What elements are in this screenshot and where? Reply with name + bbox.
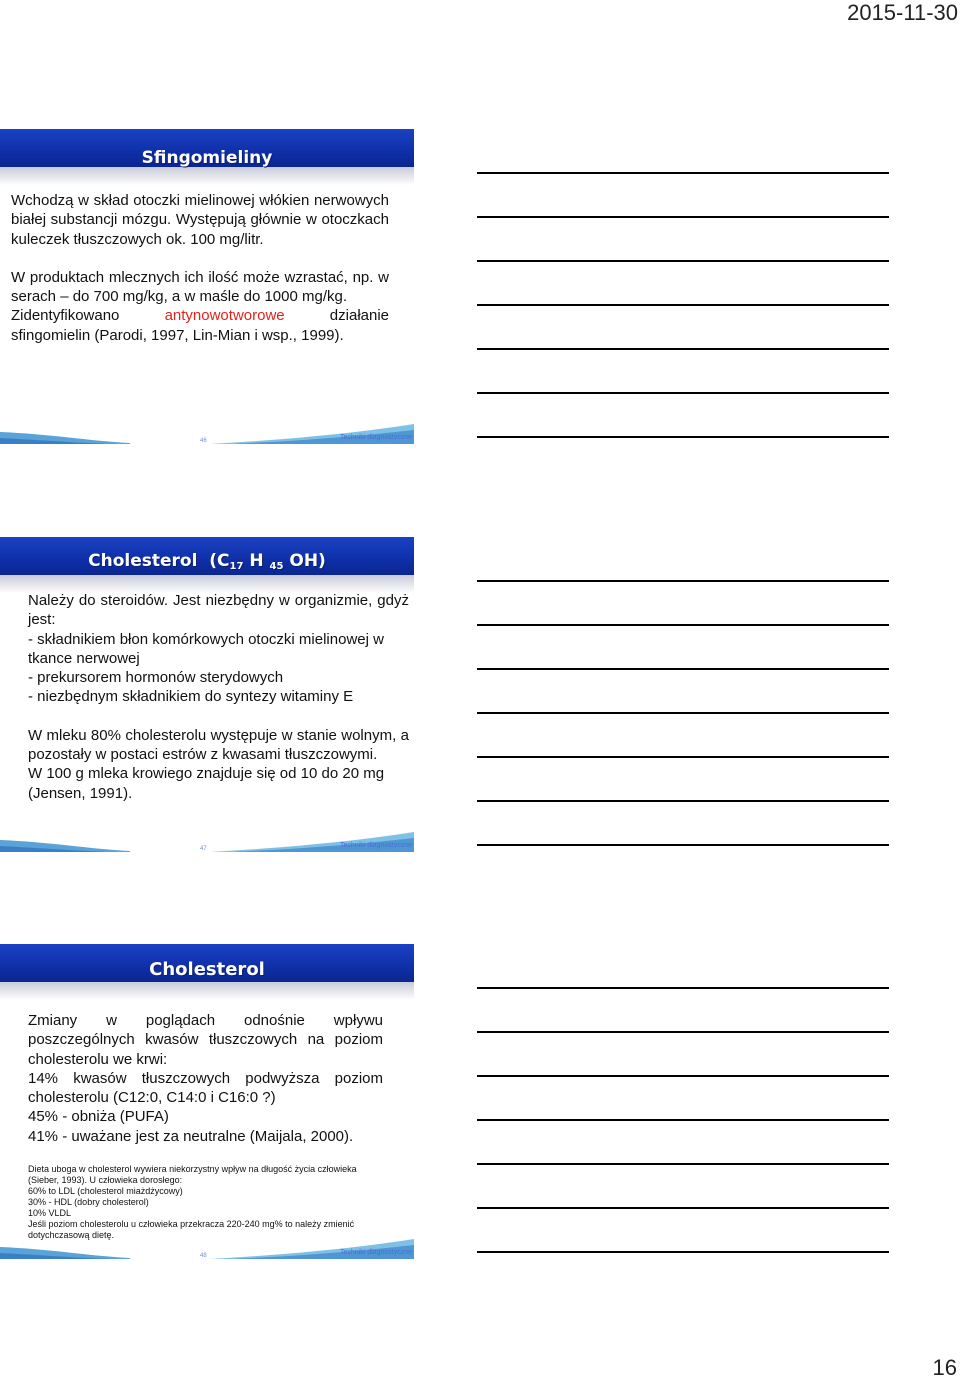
note-block xyxy=(28,1164,373,1241)
list-item: - składnikiem błon komórkowych otoczki mielinowej w tkance nerwowej xyxy=(28,630,384,667)
paragraph: Wchodzą w skład otoczki mielinowej włókien nerwowych białej substancji mózgu. Występują głównie w otoczkach kuleczek tłuszczowych ok. 100 mg/litr. xyxy=(11,192,389,248)
page-number: 16 xyxy=(932,1355,957,1380)
note-line: 60% to LDL (cholesterol miażdżycowy) xyxy=(28,1186,183,1196)
note-line: Dieta uboga w cholesterol wywiera niekorzystny wpływ na długość życia człowieka (Sieber, 1993). U człowieka dorosłego: xyxy=(28,1164,357,1185)
slide-number: 47 xyxy=(200,846,207,852)
paragraph: W 100 g mleka krowiego znajduje się od 10 do 20 mg (Jensen, 1991). xyxy=(28,765,385,802)
slide-number: 46 xyxy=(200,438,207,444)
paragraph: Zmiany w poglądach odnośnie wpływu poszczególnych kwasów tłuszczowych na poziom cholesterolu we krwi: xyxy=(28,1012,383,1068)
paragraph: Należy do steroidów. Jest niezbędny w organizmie, gdyż jest: xyxy=(28,592,409,629)
paragraph: 14% kwasów tłuszczowych podwyższa poziom cholesterolu (C12:0, C14:0 i C16:0 ?) xyxy=(28,1069,383,1107)
slide-body xyxy=(28,591,409,803)
slide-title: Cholesterol ($C_{17}$ H $_{45}$ OH) xyxy=(88,551,326,572)
footer-label: Techniki diagnostyczne xyxy=(340,842,412,849)
slide-title: Sfingomieliny xyxy=(141,148,273,168)
paragraph: W produktach mlecznych ich ilość może wzrastać, np. w serach – do 700 mg/kg, a w maśle do 1000 mg/kg. xyxy=(11,268,389,306)
slide-number: 48 xyxy=(200,1253,207,1259)
list-item: - prekursorem hormonów sterydowych xyxy=(28,669,284,687)
highlight-text: antynowotworowe xyxy=(164,307,285,325)
slide-header xyxy=(0,944,414,1000)
list-item: - niezbędnym składnikiem do syntezy witaminy E xyxy=(28,688,354,706)
slide-body xyxy=(28,1011,383,1146)
slide-sfingomieliny xyxy=(0,129,416,444)
note-line: Jeśli poziom cholesterolu u człowieka przekracza 220-240 mg% to należy zmienić dotychczasową dietę. xyxy=(28,1219,355,1240)
slide-cholesterol xyxy=(0,944,416,1259)
paragraph: W mleku 80% cholesterolu występuje w stanie wolnym, a pozostały w postaci estrów z kwasami tłuszczowymi. xyxy=(28,726,409,764)
slide-body xyxy=(11,191,389,345)
slide-header xyxy=(0,129,414,185)
paragraph: 41% - uważane jest za neutralne (Maijala, 2000). xyxy=(28,1127,354,1145)
paragraph: Zidentyfikowano antynowotworowe działanie sfingomielin (Parodi, 1997, Lin-Mian i wsp., 1999). xyxy=(11,307,390,344)
note-line: 10% VLDL xyxy=(28,1208,72,1218)
page-date: 2015-11-30 xyxy=(847,0,958,25)
slide-cholesterol-formula xyxy=(0,537,416,852)
slide-title: Cholesterol xyxy=(149,959,265,980)
paragraph: 45% - obniża (PUFA) xyxy=(28,1108,169,1126)
footer-label: Techniki diagnostyczne xyxy=(340,1249,412,1256)
footer-label: Techniki diagnostyczne xyxy=(340,434,412,441)
note-line: 30% - HDL (dobry cholesterol) xyxy=(28,1197,149,1207)
slide-header xyxy=(0,537,414,593)
